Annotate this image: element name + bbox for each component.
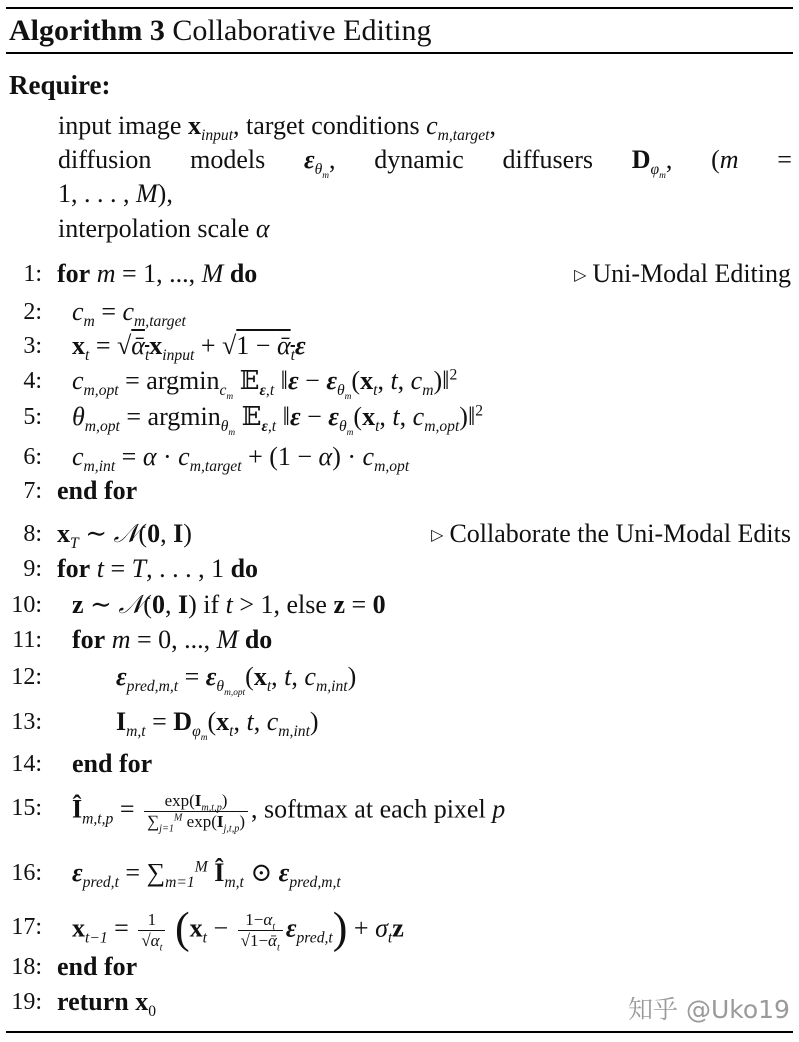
line-code: end for xyxy=(57,476,138,505)
line-comment: ▷ Collaborate the Uni-Modal Edits xyxy=(431,519,791,548)
algorithm-line-8 xyxy=(0,517,799,551)
line-code: for t = T, . . . , 1 do xyxy=(57,554,259,583)
algorithm-line-15 xyxy=(0,791,799,835)
algorithm-line-3 xyxy=(0,329,799,363)
line-code: $x_{t-1}$ = $\frac{1}{√\alpha_t}$ ($x_t$ − $\frac{1-\alpha_t}{√1-ᾱ_t}$ $\varepsilon_{pred,t}) + \sigma_tz$ xyxy=(72,903,404,954)
comment-triangle-icon: ▷ xyxy=(431,527,444,544)
algorithm-line-16 xyxy=(0,856,799,890)
line-number: 11: xyxy=(12,627,42,653)
line-number: 5: xyxy=(23,404,42,430)
require-heading: Require: xyxy=(9,70,111,100)
algorithm-line-12 xyxy=(0,660,799,699)
algorithm-line-7 xyxy=(0,474,799,508)
line-number: 7: xyxy=(23,478,42,504)
line-number: 14: xyxy=(11,751,42,777)
line-code: end for xyxy=(72,749,153,778)
line-number: 2: xyxy=(23,299,42,325)
algorithm-line-4 xyxy=(0,364,799,403)
line-comment: ▷ Uni-Modal Editing xyxy=(574,259,791,288)
line-number: 6: xyxy=(23,444,42,470)
line-number: 16: xyxy=(11,860,42,886)
algorithm-line-11 xyxy=(0,623,799,657)
line-code: $x_T$ ∼ 𝒩(0, I) xyxy=(57,519,192,553)
line-number: 15: xyxy=(11,795,42,821)
line-code: $I_{m,t} = D_{\varphi_m}(x_t$, t, $c_{m,int}$) xyxy=(116,707,319,744)
require-item-1: input image $x_{input}$, target conditions $c_{m,target}$, xyxy=(58,111,496,145)
bottom-rule xyxy=(6,1031,793,1033)
line-code: $\theta_{m,opt} = argmin_{\theta_m}$ 𝔼$_{\varepsilon,t}$ ‖ε − $\varepsilon_{\theta_m}(x_t$, t, $c_{m,opt})‖^2$ xyxy=(72,402,484,439)
line-code: $x_t$ = $√ᾱ_tx_{input} + √1$ − ᾱ$_t$ε xyxy=(72,331,306,365)
line-number: 19: xyxy=(11,989,42,1015)
line-code: for m = 1, ..., M do xyxy=(57,259,258,288)
line-code: return $x_0$ xyxy=(57,987,157,1021)
algorithm-line-1 xyxy=(0,257,799,291)
algorithm-name: Collaborative Editing xyxy=(172,14,432,47)
line-code: end for xyxy=(57,952,138,981)
line-number: 9: xyxy=(23,556,42,582)
require-item-4: interpolation scale α xyxy=(58,214,270,243)
watermark-text: 知乎 @Uko19 xyxy=(628,995,790,1024)
line-number: 4: xyxy=(23,368,42,394)
comment-triangle-icon: ▷ xyxy=(574,267,587,284)
line-number: 18: xyxy=(11,954,42,980)
algorithm-label: Algorithm 3 xyxy=(9,14,165,47)
algorithm-title xyxy=(9,13,431,49)
algorithm-line-14 xyxy=(0,747,799,781)
algorithm-line-6 xyxy=(0,440,799,474)
line-code: $c_m = c_{m,target}$ xyxy=(72,297,186,331)
line-code: for m = 0, ..., M do xyxy=(72,625,273,654)
line-code: $c_{m,int} = \alpha \cdot c_{m,target} + (1 - \alpha) \cdot c_{m,opt}$ xyxy=(72,442,410,476)
line-number: 10: xyxy=(11,592,42,618)
algorithm-line-10 xyxy=(0,588,799,622)
line-number: 8: xyxy=(23,521,42,547)
algorithm-line-17 xyxy=(0,903,799,954)
line-number: 3: xyxy=(23,333,42,359)
require-item-3: 1, . . . , M), xyxy=(58,179,173,208)
line-number: 13: xyxy=(11,709,42,735)
require-item-2: diffusion models $\varepsilon_{\theta_m}$, dynamic diffusers $D_{\varphi_m}$, (m = xyxy=(58,145,792,182)
algorithm-line-13 xyxy=(0,705,799,744)
line-code: $c_{m,opt} = argmin_{c_m}$ 𝔼$_{\varepsilon,t}$ ‖ε − $\varepsilon_{\theta_m}(x_t$, t, $c_m)‖^2$ xyxy=(72,366,458,403)
algorithm-line-9 xyxy=(0,552,799,586)
title-rule xyxy=(6,52,793,54)
line-code: $\varepsilon_{pred,t} = \sum_{m=1}^M$ $Î_{m,t}$ ⊙ $\varepsilon_{pred,m,t}$ xyxy=(72,858,341,892)
line-code: $\varepsilon_{pred,m,t} = \varepsilon_{\theta_{m,opt}}(x_t$, t, $c_{m,int}$) xyxy=(116,662,357,699)
algorithm-line-2 xyxy=(0,295,799,329)
algorithm-line-18 xyxy=(0,950,799,984)
line-number: 17: xyxy=(11,914,42,940)
line-code: $Î_{m,t,p}$ = $\frac{\exp(I_{m,t,p})}{\sum_{j=1}^M \exp(I_{j,t,p})}$ , softmax at each pixel p xyxy=(72,791,506,835)
top-rule xyxy=(6,7,793,9)
algorithm-line-5 xyxy=(0,400,799,439)
line-number: 12: xyxy=(11,664,42,690)
line-code: z ∼ 𝒩(0, I) if t > 1, else z = 0 xyxy=(72,590,386,619)
line-number: 1: xyxy=(23,261,42,287)
